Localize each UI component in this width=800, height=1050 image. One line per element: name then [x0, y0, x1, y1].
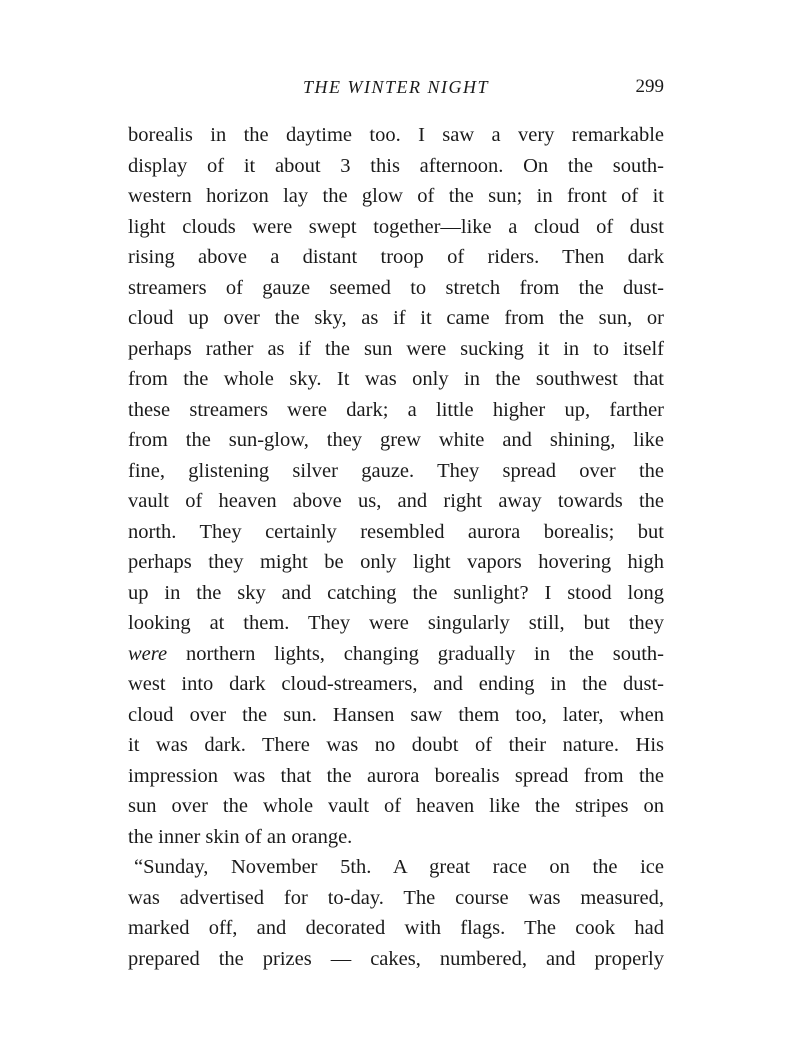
text-line: cloud up over the sky, as if it came from the sun, or [128, 307, 664, 329]
text-line: it was dark. There was no doubt of their nature. His [128, 734, 664, 756]
text-line: rising above a distant troop of riders. Then dark [128, 246, 664, 268]
text-line: marked off, and decorated with flags. The cook had [128, 917, 664, 939]
text-line: these streamers were dark; a little higher up, farther [128, 398, 664, 421]
text-line: impression was that the aurora borealis spread from the [128, 764, 664, 787]
text-line: from the sun-glow, they grew white and shining, like [128, 429, 664, 451]
text-line: from the whole sky. It was only in the southwest that [128, 368, 664, 390]
emphasis-were: were [128, 642, 168, 665]
running-title: THE WINTER NIGHT [302, 77, 489, 97]
page-number: 299 [635, 76, 664, 97]
text-line: sun over the whole vault of heaven like the stripes on [128, 795, 664, 817]
text-line: perhaps rather as if the sun were sucking it in to itself [128, 337, 664, 360]
text-line: prepared the prizes — cakes, numbered, and properly [128, 947, 664, 970]
text-line: fine, glistening silver gauze. They spread over the [128, 459, 664, 482]
running-head [128, 74, 664, 100]
body-text [128, 120, 664, 974]
text-line: west into dark cloud-streamers, and ending in the dust- [128, 673, 664, 695]
text-line: streamers of gauze seemed to stretch from the dust- [128, 276, 664, 299]
text-line: “Sunday, November 5th. A great race on the ice [134, 856, 664, 878]
text-line: north. They certainly resembled aurora borealis; but [128, 520, 664, 543]
text-line: was advertised for to-day. The course was measured, [128, 886, 664, 909]
text-line: light clouds were swept together—like a cloud of dust [128, 215, 664, 238]
text-line: borealis in the daytime too. I saw a very remarkable [128, 124, 664, 146]
text-line-italic-were [128, 639, 664, 670]
paragraph-end-line: the inner skin of an orange. [128, 825, 353, 848]
text-line: display of it about 3 this afternoon. On the south- [128, 154, 664, 177]
text-line: vault of heaven above us, and right away towards the [128, 490, 664, 512]
text-line: perhaps they might be only light vapors hovering high [128, 551, 664, 573]
text-line: up in the sky and catching the sunlight? I stood long [128, 581, 664, 604]
text-line: western horizon lay the glow of the sun; in front of it [128, 185, 664, 207]
text-line: looking at them. They were singularly still, but they [128, 612, 664, 634]
text-line-rest: northern lights, changing gradually in the south- [167, 642, 664, 665]
text-line: cloud over the sun. Hansen saw them too, later, when [128, 703, 664, 726]
